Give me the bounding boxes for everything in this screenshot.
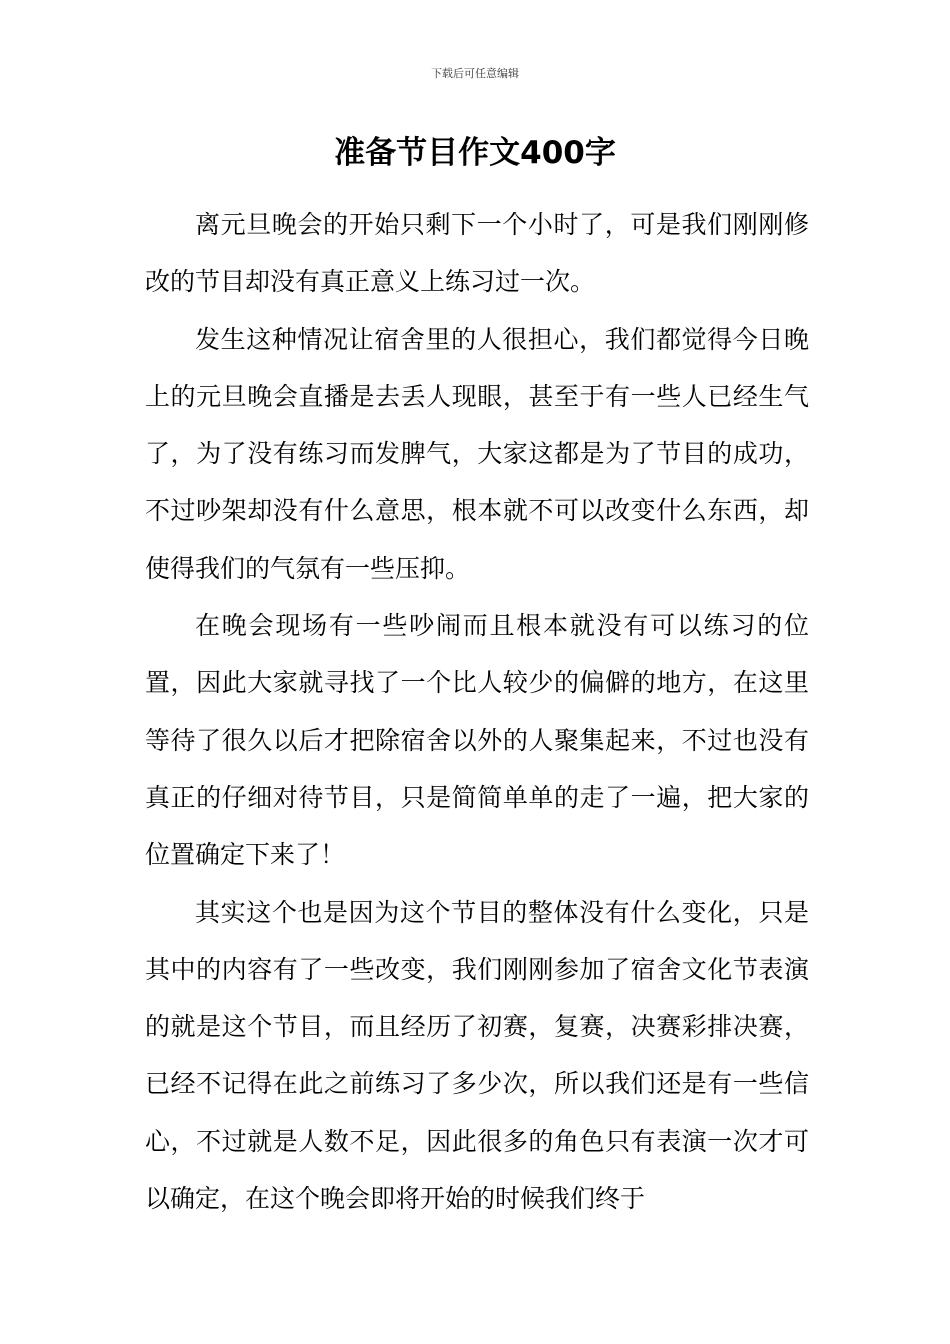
header-note: 下载后可任意编辑	[431, 67, 519, 80]
document-title: 准备节目作文400字	[334, 135, 616, 171]
paragraph-1: 离元旦晚会的开始只剩下一个小时了，可是我们刚刚修改的节目却没有真正意义上练习过一次。	[145, 210, 809, 297]
document-body	[145, 196, 809, 1227]
paragraph-3: 在晚会现场有一些吵闹而且根本就没有可以练习的位置，因此大家就寻找了一个比人较少的偏僻的地方，在这里等待了很久以后才把除宿舍以外的人聚集起来，不过也没有真正的仔细对待节目，只是简简单单的走了一遍，把大家的位置确定下来了！	[145, 611, 809, 870]
paragraph-4: 其实这个也是因为这个节目的整体没有什么变化，只是其中的内容有了一些改变，我们刚刚参加了宿舍文化节表演的就是这个节目，而且经历了初赛，复赛，决赛彩排决赛，已经不记得在此之前练习了多少次，所以我们还是有一些信心，不过就是人数不足，因此很多的角色只有表演一次才可以确定，在这个晚会即将开始的时候我们终于	[145, 897, 809, 1214]
paragraph-2: 发生这种情况让宿舍里的人很担心，我们都觉得今日晚上的元旦晚会直播是去丢人现眼，甚至于有一些人已经生气了，为了没有练习而发脾气，大家这都是为了节目的成功，不过吵架却没有什么意思，根本就不可以改变什么东西，却使得我们的气氛有一些压抑。	[145, 324, 809, 583]
